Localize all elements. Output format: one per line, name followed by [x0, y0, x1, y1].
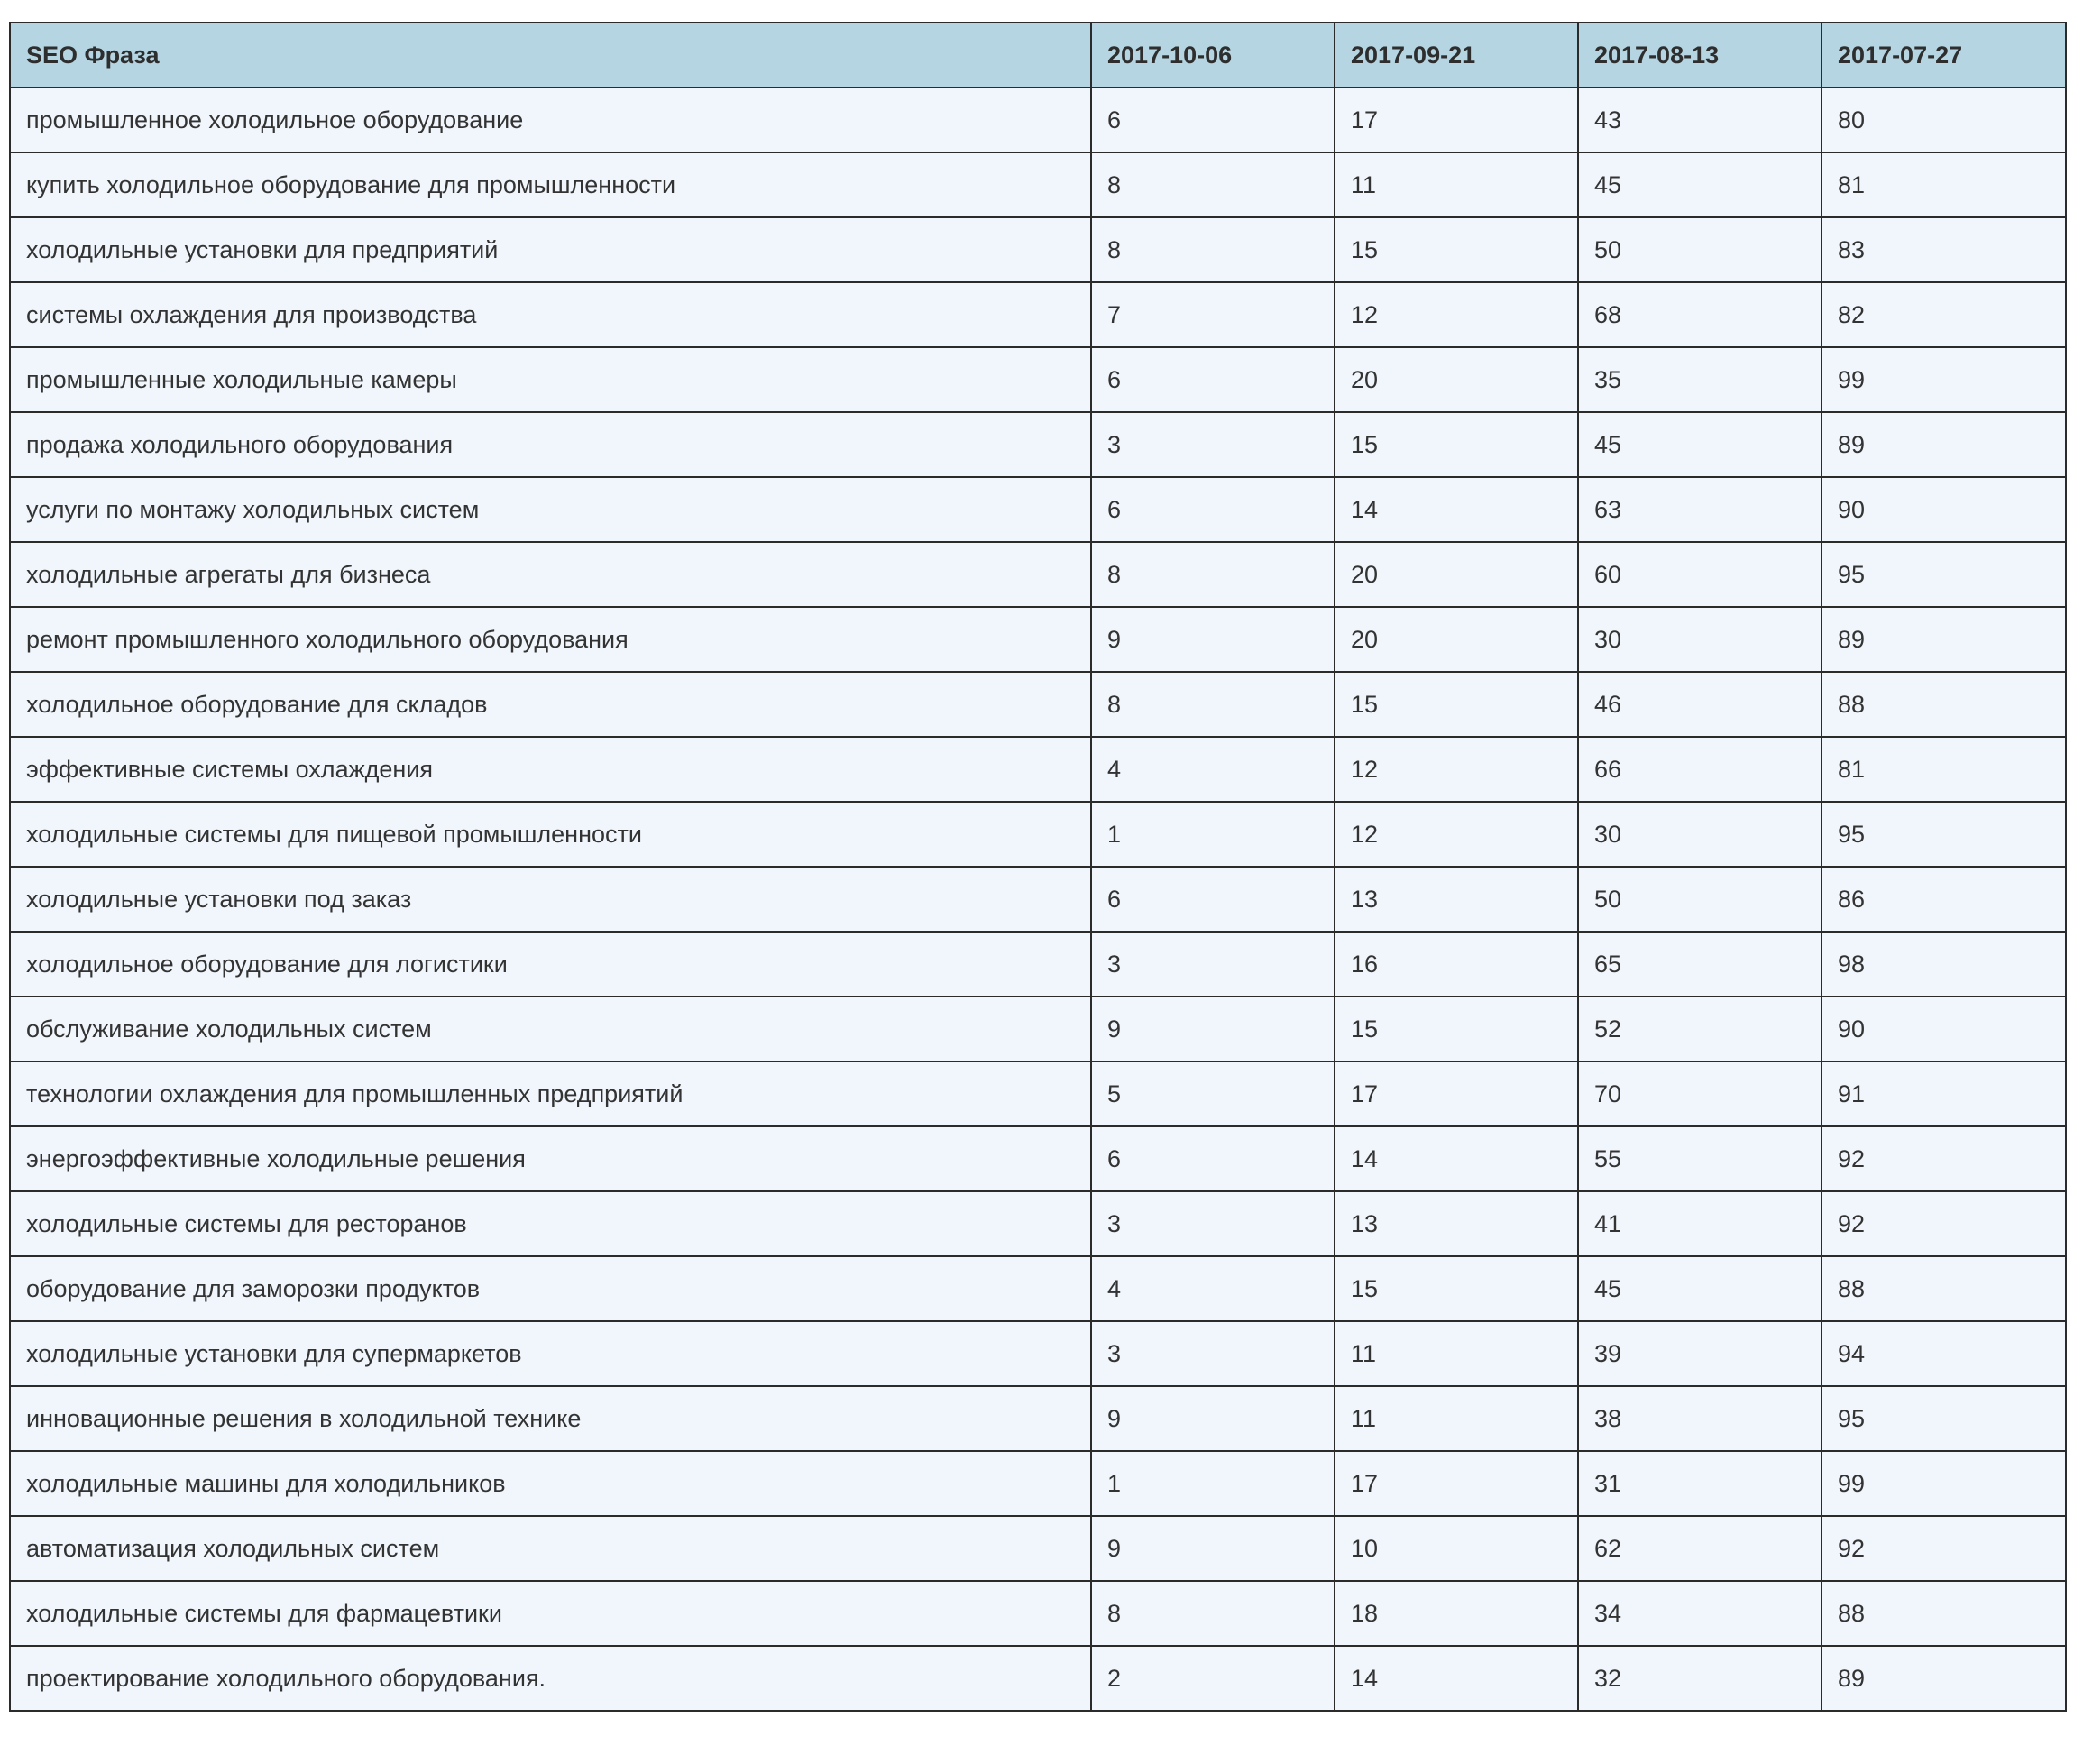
- position-cell: 35: [1578, 347, 1822, 412]
- seo-phrase-cell: холодильное оборудование для логистики: [10, 932, 1091, 997]
- position-cell: 1: [1091, 1451, 1335, 1516]
- position-cell: 17: [1335, 87, 1578, 152]
- position-cell: 92: [1822, 1191, 2066, 1256]
- table-row: [10, 1646, 2066, 1711]
- table-row: [10, 282, 2066, 347]
- seo-phrase-cell: обслуживание холодильных систем: [10, 997, 1091, 1061]
- position-cell: 10: [1335, 1516, 1578, 1581]
- position-cell: 8: [1091, 672, 1335, 737]
- position-cell: 11: [1335, 1321, 1578, 1386]
- position-cell: 3: [1091, 412, 1335, 477]
- position-cell: 38: [1578, 1386, 1822, 1451]
- seo-phrase-cell: услуги по монтажу холодильных систем: [10, 477, 1091, 542]
- position-cell: 31: [1578, 1451, 1822, 1516]
- column-header-date[interactable]: 2017-09-21: [1335, 23, 1578, 87]
- seo-phrase-cell: эффективные системы охлаждения: [10, 737, 1091, 802]
- position-cell: 50: [1578, 867, 1822, 932]
- position-cell: 92: [1822, 1126, 2066, 1191]
- position-cell: 15: [1335, 412, 1578, 477]
- position-cell: 20: [1335, 542, 1578, 607]
- position-cell: 14: [1335, 477, 1578, 542]
- seo-phrase-cell: холодильные системы для пищевой промышленности: [10, 802, 1091, 867]
- position-cell: 99: [1822, 1451, 2066, 1516]
- position-cell: 63: [1578, 477, 1822, 542]
- position-cell: 43: [1578, 87, 1822, 152]
- table-row: [10, 607, 2066, 672]
- position-cell: 30: [1578, 607, 1822, 672]
- table-row: [10, 477, 2066, 542]
- seo-phrase-cell: холодильные системы для фармацевтики: [10, 1581, 1091, 1646]
- position-cell: 6: [1091, 1126, 1335, 1191]
- table-row: [10, 1191, 2066, 1256]
- position-cell: 34: [1578, 1581, 1822, 1646]
- position-cell: 5: [1091, 1061, 1335, 1126]
- position-cell: 15: [1335, 672, 1578, 737]
- seo-phrase-cell: промышленное холодильное оборудование: [10, 87, 1091, 152]
- position-cell: 6: [1091, 477, 1335, 542]
- seo-phrase-cell: ремонт промышленного холодильного оборудования: [10, 607, 1091, 672]
- position-cell: 8: [1091, 1581, 1335, 1646]
- table-row: [10, 1321, 2066, 1386]
- position-cell: 3: [1091, 1191, 1335, 1256]
- position-cell: 65: [1578, 932, 1822, 997]
- position-cell: 9: [1091, 997, 1335, 1061]
- seo-phrase-cell: холодильные установки под заказ: [10, 867, 1091, 932]
- position-cell: 68: [1578, 282, 1822, 347]
- table-row: [10, 1386, 2066, 1451]
- position-cell: 62: [1578, 1516, 1822, 1581]
- position-cell: 20: [1335, 607, 1578, 672]
- seo-phrase-cell: технологии охлаждения для промышленных предприятий: [10, 1061, 1091, 1126]
- position-cell: 89: [1822, 412, 2066, 477]
- table-row: [10, 412, 2066, 477]
- table-row: [10, 802, 2066, 867]
- table-row: [10, 672, 2066, 737]
- table-row: [10, 217, 2066, 282]
- position-cell: 3: [1091, 1321, 1335, 1386]
- seo-phrase-cell: проектирование холодильного оборудования.: [10, 1646, 1091, 1711]
- seo-phrase-cell: инновационные решения в холодильной технике: [10, 1386, 1091, 1451]
- position-cell: 92: [1822, 1516, 2066, 1581]
- position-cell: 15: [1335, 1256, 1578, 1321]
- position-cell: 20: [1335, 347, 1578, 412]
- position-cell: 3: [1091, 932, 1335, 997]
- seo-phrase-cell: купить холодильное оборудование для промышленности: [10, 152, 1091, 217]
- position-cell: 14: [1335, 1646, 1578, 1711]
- position-cell: 95: [1822, 802, 2066, 867]
- position-cell: 2: [1091, 1646, 1335, 1711]
- seo-phrase-cell: энергоэффективные холодильные решения: [10, 1126, 1091, 1191]
- position-cell: 39: [1578, 1321, 1822, 1386]
- seo-table-container: [9, 22, 2065, 1712]
- position-cell: 6: [1091, 87, 1335, 152]
- position-cell: 30: [1578, 802, 1822, 867]
- position-cell: 52: [1578, 997, 1822, 1061]
- position-cell: 11: [1335, 152, 1578, 217]
- table-row: [10, 1126, 2066, 1191]
- position-cell: 9: [1091, 1516, 1335, 1581]
- position-cell: 12: [1335, 802, 1578, 867]
- position-cell: 1: [1091, 802, 1335, 867]
- position-cell: 83: [1822, 217, 2066, 282]
- seo-phrase-cell: холодильные системы для ресторанов: [10, 1191, 1091, 1256]
- position-cell: 70: [1578, 1061, 1822, 1126]
- table-row: [10, 1061, 2066, 1126]
- position-cell: 14: [1335, 1126, 1578, 1191]
- table-body: [10, 87, 2066, 1711]
- position-cell: 17: [1335, 1451, 1578, 1516]
- position-cell: 88: [1822, 672, 2066, 737]
- position-cell: 66: [1578, 737, 1822, 802]
- position-cell: 12: [1335, 282, 1578, 347]
- column-header-date[interactable]: 2017-08-13: [1578, 23, 1822, 87]
- position-cell: 45: [1578, 1256, 1822, 1321]
- column-header-seo-phrase[interactable]: SEO Фраза: [10, 23, 1091, 87]
- table-row: [10, 87, 2066, 152]
- column-header-date[interactable]: 2017-07-27: [1822, 23, 2066, 87]
- seo-phrase-cell: холодильные установки для супермаркетов: [10, 1321, 1091, 1386]
- table-row: [10, 737, 2066, 802]
- table-row: [10, 867, 2066, 932]
- position-cell: 8: [1091, 217, 1335, 282]
- position-cell: 81: [1822, 152, 2066, 217]
- position-cell: 6: [1091, 867, 1335, 932]
- position-cell: 13: [1335, 1191, 1578, 1256]
- position-cell: 95: [1822, 1386, 2066, 1451]
- table-row: [10, 1256, 2066, 1321]
- position-cell: 9: [1091, 1386, 1335, 1451]
- position-cell: 80: [1822, 87, 2066, 152]
- position-cell: 15: [1335, 217, 1578, 282]
- table-row: [10, 347, 2066, 412]
- position-cell: 6: [1091, 347, 1335, 412]
- position-cell: 60: [1578, 542, 1822, 607]
- table-header-row: [10, 23, 2066, 87]
- position-cell: 90: [1822, 477, 2066, 542]
- position-cell: 4: [1091, 1256, 1335, 1321]
- seo-phrase-cell: автоматизация холодильных систем: [10, 1516, 1091, 1581]
- position-cell: 9: [1091, 607, 1335, 672]
- position-cell: 50: [1578, 217, 1822, 282]
- seo-positions-table: [9, 22, 2067, 1712]
- seo-phrase-cell: холодильные установки для предприятий: [10, 217, 1091, 282]
- position-cell: 95: [1822, 542, 2066, 607]
- position-cell: 16: [1335, 932, 1578, 997]
- position-cell: 13: [1335, 867, 1578, 932]
- seo-phrase-cell: холодильные агрегаты для бизнеса: [10, 542, 1091, 607]
- position-cell: 7: [1091, 282, 1335, 347]
- table-row: [10, 997, 2066, 1061]
- position-cell: 88: [1822, 1581, 2066, 1646]
- seo-phrase-cell: промышленные холодильные камеры: [10, 347, 1091, 412]
- seo-phrase-cell: оборудование для заморозки продуктов: [10, 1256, 1091, 1321]
- position-cell: 45: [1578, 152, 1822, 217]
- position-cell: 32: [1578, 1646, 1822, 1711]
- position-cell: 11: [1335, 1386, 1578, 1451]
- position-cell: 99: [1822, 347, 2066, 412]
- seo-phrase-cell: холодильные машины для холодильников: [10, 1451, 1091, 1516]
- seo-phrase-cell: холодильное оборудование для складов: [10, 672, 1091, 737]
- position-cell: 86: [1822, 867, 2066, 932]
- position-cell: 18: [1335, 1581, 1578, 1646]
- position-cell: 45: [1578, 412, 1822, 477]
- position-cell: 4: [1091, 737, 1335, 802]
- position-cell: 8: [1091, 542, 1335, 607]
- position-cell: 81: [1822, 737, 2066, 802]
- position-cell: 98: [1822, 932, 2066, 997]
- position-cell: 88: [1822, 1256, 2066, 1321]
- position-cell: 41: [1578, 1191, 1822, 1256]
- seo-phrase-cell: продажа холодильного оборудования: [10, 412, 1091, 477]
- table-row: [10, 1451, 2066, 1516]
- position-cell: 82: [1822, 282, 2066, 347]
- position-cell: 55: [1578, 1126, 1822, 1191]
- position-cell: 89: [1822, 1646, 2066, 1711]
- position-cell: 15: [1335, 997, 1578, 1061]
- table-row: [10, 542, 2066, 607]
- position-cell: 94: [1822, 1321, 2066, 1386]
- position-cell: 91: [1822, 1061, 2066, 1126]
- table-row: [10, 1516, 2066, 1581]
- position-cell: 46: [1578, 672, 1822, 737]
- position-cell: 17: [1335, 1061, 1578, 1126]
- position-cell: 12: [1335, 737, 1578, 802]
- position-cell: 90: [1822, 997, 2066, 1061]
- column-header-date[interactable]: 2017-10-06: [1091, 23, 1335, 87]
- seo-phrase-cell: системы охлаждения для производства: [10, 282, 1091, 347]
- table-row: [10, 1581, 2066, 1646]
- position-cell: 89: [1822, 607, 2066, 672]
- table-row: [10, 932, 2066, 997]
- position-cell: 8: [1091, 152, 1335, 217]
- table-row: [10, 152, 2066, 217]
